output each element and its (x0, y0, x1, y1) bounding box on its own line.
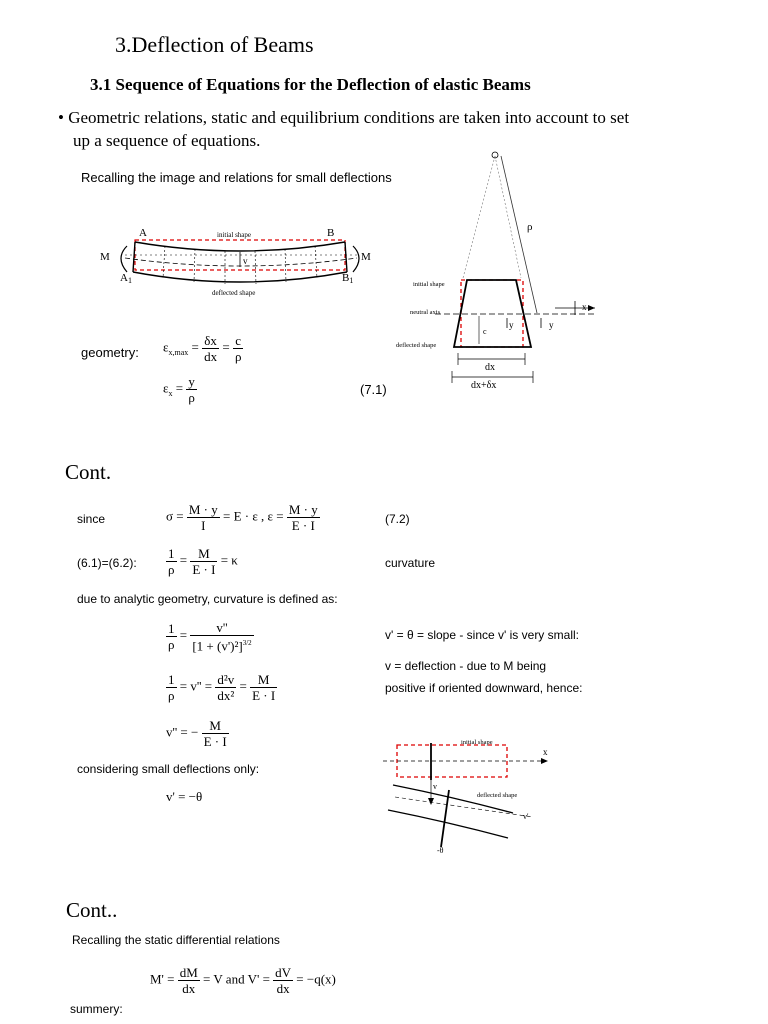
label-B: B (327, 227, 335, 239)
label-dx-plus-deltax: dx+δx (471, 380, 497, 391)
bullet-text: • Geometric relations, static and equilibrium conditions are taken into account to set (58, 108, 630, 127)
equation-curvature-definition: $\frac{1}{\rho}$ = $\frac{v''}{[1 + (v')^2]^{3/2}}$ (168, 620, 252, 654)
equation-stress: σ = $\frac{M \cdot y}{I}$ = E · ε , ε = $\frac{M \cdot y}{E \cdot I}$ (166, 502, 318, 533)
label-rho: ρ (527, 221, 533, 233)
label-dx: dx (485, 362, 495, 373)
label-B1: B1 (342, 272, 354, 285)
equation-static-relations: M' = $\frac{dM}{dx}$ = V and V' = $\frac{dV}{dx}$ = −q(x) (150, 965, 336, 996)
label-initial-shape-rot: initial shape (461, 739, 493, 746)
label-initial-shape: initial shape (217, 231, 252, 239)
slope-note: v' = θ = slope - since v' is very small: (385, 628, 579, 642)
equation-ref-6-1: (6.1)=(6.2): (77, 556, 137, 570)
static-relations-text: Recalling the static differential relations (72, 933, 280, 947)
summary-label: summery: (70, 1002, 123, 1016)
equation-curvature: $\frac{1}{\rho}$ = $\frac{M}{E \cdot I}$ = κ (168, 546, 238, 577)
label-theta: -θ (437, 846, 444, 855)
since-label: since (77, 512, 106, 526)
equation-vpp: v'' = − $\frac{M}{E \cdot I}$ (166, 718, 227, 749)
label-deflected-shape-rot: deflected shape (477, 792, 518, 799)
label-y1: y (509, 320, 514, 330)
equation-slope-theta: v' = −θ (166, 789, 203, 804)
equation-second-derivative: $\frac{1}{\rho}$ = v'' = $\frac{\text{d²v}}{\text{dx²}}$ = $\frac{M}{E \cdot I}$ (168, 672, 276, 703)
deflection-note-2: positive if oriented downward, hence: (385, 681, 583, 695)
rotation-diagram (383, 735, 563, 855)
label-y2: y (549, 320, 554, 330)
small-deflections-text: considering small deflections only: (77, 762, 260, 776)
equation-strain: $\varepsilon_x$ = $\frac{y}{\rho}$ (163, 374, 195, 405)
equation-ref-7-2: (7.2) (385, 512, 410, 526)
label-neutral-axis: neutral axis (410, 309, 441, 316)
section-subtitle: 3.1 Sequence of Equations for the Deflection of elastic Beams (90, 75, 531, 94)
beam-deflection-diagram (95, 222, 395, 302)
cont-heading-2: Cont.. (66, 898, 118, 922)
label-c: c (483, 327, 487, 336)
element-curvature-diagram (395, 148, 605, 393)
bullet-text-cont: up a sequence of equations. (73, 131, 261, 150)
equation-ref-7-1: (7.1) (360, 382, 387, 397)
label-initial-shape-el: initial shape (413, 281, 445, 288)
recall-text: Recalling the image and relations for small deflections (81, 170, 392, 185)
curvature-label: curvature (385, 556, 436, 570)
label-deflected-shape: deflected shape (212, 289, 256, 297)
label-x-rot: x (543, 747, 548, 757)
label-deflected-shape-el: deflected shape (396, 342, 437, 349)
page-title: 3.Deflection of Beams (115, 32, 314, 57)
geometry-label: geometry: (81, 345, 139, 360)
label-M-right: M (361, 251, 371, 263)
label-A1: A1 (120, 272, 132, 285)
label-vprime: v' (523, 812, 529, 821)
analytic-geometry-text: due to analytic geometry, curvature is defined as: (77, 592, 338, 606)
deflection-note-1: v = deflection - due to M being (385, 659, 547, 673)
cont-heading: Cont. (65, 460, 112, 484)
label-v: v (243, 256, 248, 266)
label-v-rot: v (433, 782, 437, 791)
label-x: x (582, 302, 587, 312)
equation-strain-max: $\varepsilon_{x,max}$ = $\frac{\delta x}{dx}$ = $\frac{c}{\rho}$ (163, 333, 242, 364)
label-A: A (139, 227, 147, 239)
label-M-left: M (100, 251, 110, 263)
